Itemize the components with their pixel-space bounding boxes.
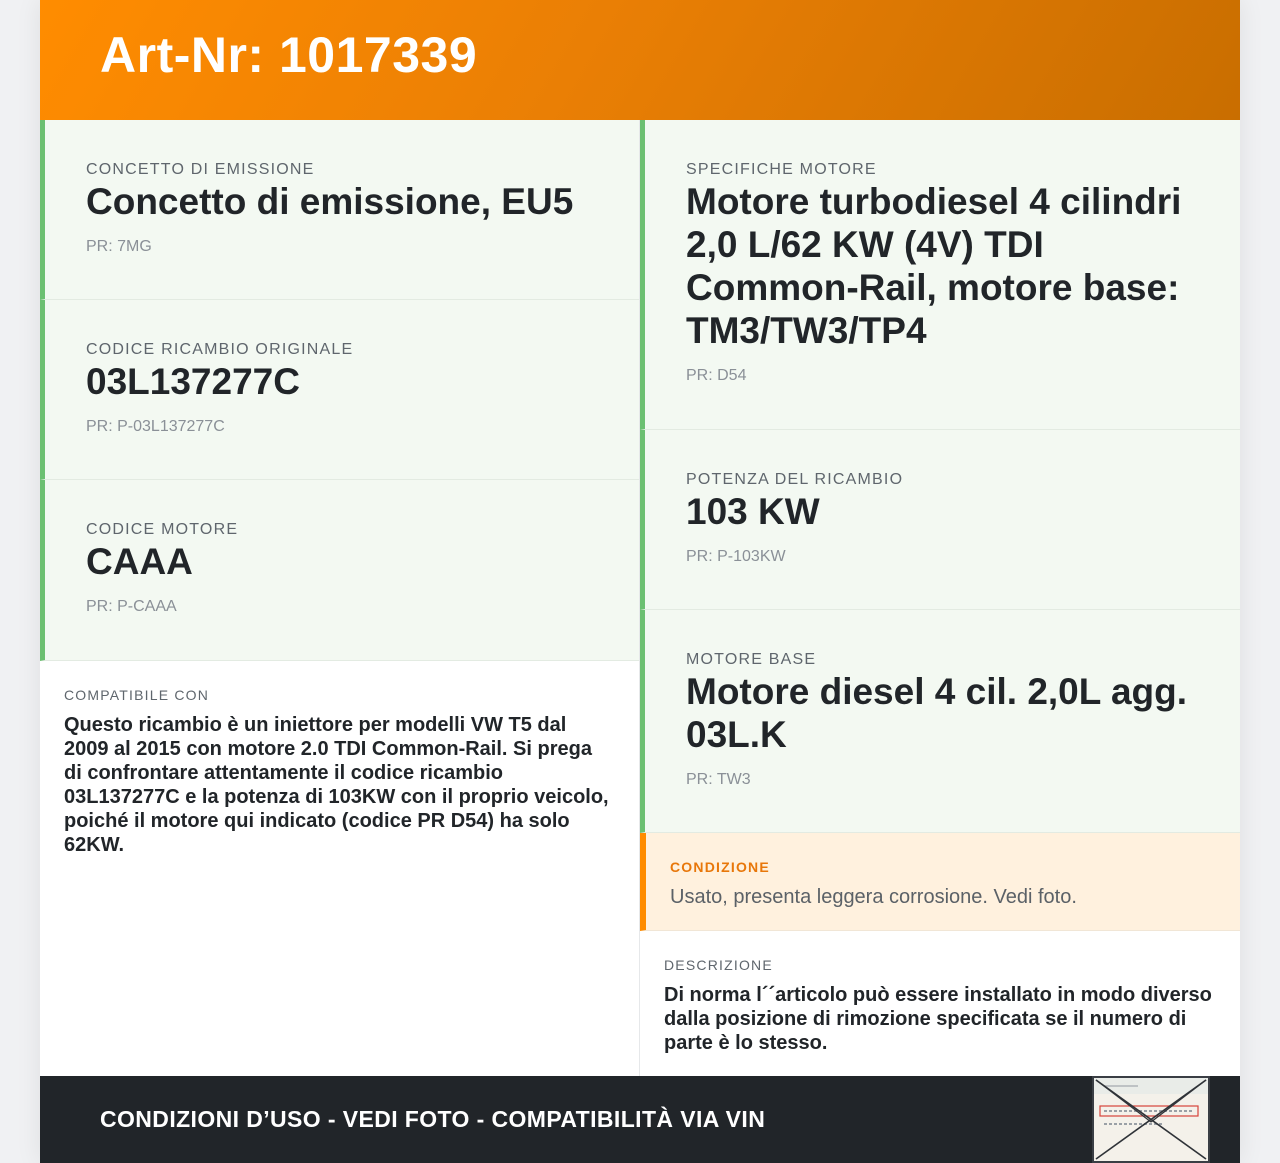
footer-bar bbox=[40, 1076, 1240, 1163]
spec-value: Motore turbodiesel 4 cilindri 2,0 L/62 KW (4V) TDI Common-Rail, motore base: TM3/TW3/TP4 bbox=[686, 181, 1182, 351]
footer-text: CONDIZIONI D’USO - VEDI FOTO - COMPATIBILITÀ VIA VIN bbox=[100, 1106, 766, 1132]
spec-value: Motore diesel 4 cil. 2,0L agg. 03L.K bbox=[686, 671, 1188, 755]
spec-original-part-code bbox=[40, 300, 639, 480]
compatibility-note bbox=[40, 661, 639, 857]
spec-pr-code: PR: P-103KW bbox=[686, 548, 786, 565]
spec-pr-code: PR: P-03L137277C bbox=[86, 418, 225, 435]
spec-value: 103 KW bbox=[686, 491, 820, 532]
spec-label: MOTORE BASE bbox=[686, 651, 817, 668]
spec-label: CONCETTO DI EMISSIONE bbox=[86, 161, 315, 178]
compatibility-label: COMPATIBILE CON bbox=[64, 687, 210, 703]
spec-label: POTENZA DEL RICAMBIO bbox=[686, 471, 904, 488]
spec-label: CODICE MOTORE bbox=[86, 521, 239, 538]
compatibility-text: Questo ricambio è un iniettore per modelli VW T5 dal 2009 al 2015 con motore 2.0 TDI Common-Rail. Si prega di confrontare attentamente il codice ricambio 03L137277C e la potenza di 103KW con il proprio veicolo, poiché il motore qui indicato (codice PR D54) ha solo 62KW. bbox=[64, 714, 609, 856]
spec-part-power bbox=[640, 430, 1240, 610]
description-note bbox=[640, 931, 1240, 1055]
condition-label: CONDIZIONE bbox=[670, 859, 770, 875]
content-columns bbox=[40, 120, 1240, 1076]
header bbox=[40, 0, 1240, 120]
spec-value: 03L137277C bbox=[86, 361, 300, 402]
spec-value: Concetto di emissione, EU5 bbox=[86, 181, 574, 222]
spec-pr-code: PR: D54 bbox=[686, 367, 747, 384]
spec-pr-code: PR: TW3 bbox=[686, 771, 751, 788]
spec-engine-specs bbox=[640, 120, 1240, 430]
spec-engine-code bbox=[40, 480, 639, 661]
description-text: Di norma l´´articolo può essere installato in modo diverso dalla posizione di rimozione specificata se il numero di parte è lo stesso. bbox=[664, 984, 1212, 1054]
left-column bbox=[40, 120, 640, 1076]
vin-label-photo-icon[interactable] bbox=[1092, 1076, 1210, 1163]
spec-emission bbox=[40, 120, 639, 300]
spec-value: CAAA bbox=[86, 541, 193, 582]
condition-box bbox=[640, 833, 1240, 931]
spec-label: CODICE RICAMBIO ORIGINALE bbox=[86, 341, 354, 358]
condition-text: Usato, presenta leggera corrosione. Vedi foto. bbox=[670, 886, 1077, 908]
spec-base-engine bbox=[640, 610, 1240, 833]
right-column bbox=[640, 120, 1240, 1076]
spec-pr-code: PR: P-CAAA bbox=[86, 598, 177, 615]
spec-label: SPECIFICHE MOTORE bbox=[686, 161, 877, 178]
description-label: DESCRIZIONE bbox=[664, 957, 773, 973]
spec-pr-code: PR: 7MG bbox=[86, 238, 152, 255]
product-sheet bbox=[40, 0, 1240, 1163]
page-title: Art-Nr: 1017339 bbox=[100, 27, 478, 83]
